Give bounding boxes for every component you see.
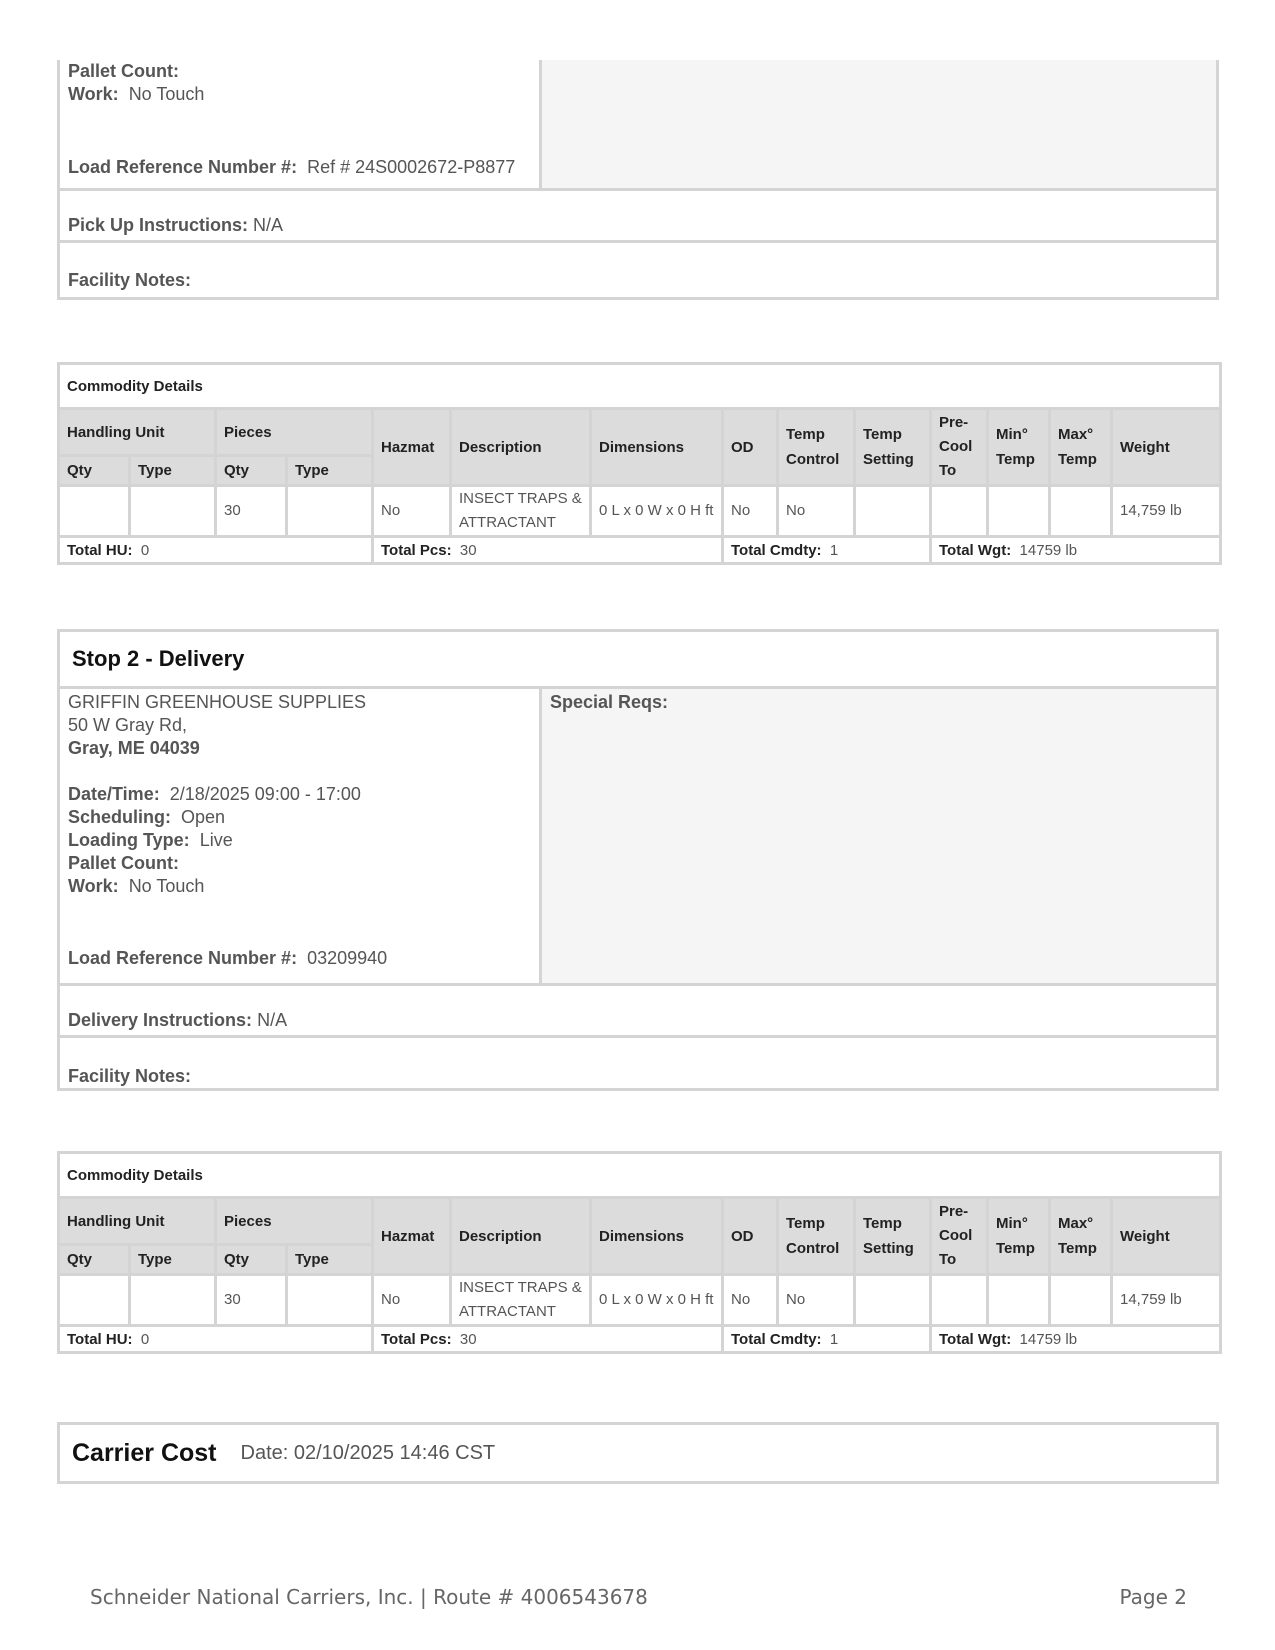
pcs-type-cell — [287, 1275, 373, 1326]
weight-cell: 14,759 lb — [1112, 1275, 1221, 1326]
total-pcs-label: Total Pcs: — [381, 1330, 452, 1348]
handling-unit-header: Handling Unit — [59, 1198, 216, 1245]
totals-row — [59, 1326, 1221, 1353]
stop2-title: Stop 2 - Delivery — [60, 632, 1216, 689]
total-wgt-value: 14759 lb — [1019, 541, 1078, 559]
carrier-cost-title: Carrier Cost — [72, 1438, 217, 1467]
stop1-details — [60, 60, 542, 188]
hazmat-header: Hazmat — [373, 409, 451, 486]
pcs-qty-cell: 30 — [216, 1275, 287, 1326]
stop2-special-reqs — [542, 689, 1216, 983]
page-number: Page 2 — [1119, 1585, 1187, 1609]
temp-setting-cell — [855, 1275, 931, 1326]
pre-cool-header: Pre-Cool To — [931, 409, 988, 486]
work-value: No Touch — [128, 876, 205, 896]
min-temp-cell — [988, 1275, 1050, 1326]
total-wgt-value: 14759 lb — [1019, 1330, 1078, 1348]
weight-header: Weight — [1112, 1198, 1221, 1275]
pallet-count-label: Pallet Count: — [68, 853, 179, 873]
pcs-type-header: Type — [287, 1245, 373, 1275]
total-wgt-label: Total Wgt: — [939, 1330, 1012, 1348]
special-reqs-label: Special Reqs: — [550, 692, 669, 712]
commodity-title: Commodity Details — [59, 1153, 1221, 1198]
totals-row — [59, 537, 1221, 564]
weight-header: Weight — [1112, 409, 1221, 486]
hu-type-cell — [130, 486, 216, 537]
pcs-qty-header: Qty — [216, 456, 287, 486]
temp-control-header: Temp Control — [778, 409, 855, 486]
temp-setting-header: Temp Setting — [855, 409, 931, 486]
total-cmdty-value: 1 — [829, 541, 839, 559]
description-header: Description — [451, 1198, 591, 1275]
total-pcs-value: 30 — [459, 541, 477, 559]
total-hu-label: Total HU: — [67, 1330, 133, 1348]
total-hu-value: 0 — [140, 1330, 150, 1348]
max-temp-header: Max° Temp — [1050, 1198, 1112, 1275]
facility-notes-label: Facility Notes: — [68, 270, 192, 290]
pcs-qty-header: Qty — [216, 1245, 287, 1275]
hu-qty-header: Qty — [59, 456, 130, 486]
stop1-continuation — [57, 60, 1219, 300]
footer-route: Schneider National Carriers, Inc. | Route # 4006543678 — [90, 1585, 648, 1609]
dimensions-cell: 0 L x 0 W x 0 H ft — [591, 1275, 723, 1326]
dimensions-header: Dimensions — [591, 1198, 723, 1275]
work-value: No Touch — [128, 84, 205, 104]
od-cell: No — [723, 1275, 778, 1326]
work-label: Work: — [68, 876, 119, 896]
hu-type-header: Type — [130, 1245, 216, 1275]
pieces-header: Pieces — [216, 409, 373, 456]
stop1-facility-notes — [60, 243, 1216, 295]
pre-cool-cell — [931, 1275, 988, 1326]
weight-cell: 14,759 lb — [1112, 486, 1221, 537]
temp-control-cell: No — [778, 1275, 855, 1326]
stop2-city-state-zip: Gray, ME 04039 — [68, 738, 200, 758]
carrier-cost-section — [57, 1422, 1219, 1484]
temp-setting-cell — [855, 486, 931, 537]
total-hu-value: 0 — [140, 541, 150, 559]
pre-cool-header: Pre-Cool To — [931, 1198, 988, 1275]
total-pcs-label: Total Pcs: — [381, 541, 452, 559]
stop2-section — [57, 629, 1219, 1091]
hazmat-header: Hazmat — [373, 1198, 451, 1275]
table-row — [59, 486, 1221, 537]
total-cmdty-value: 1 — [829, 1330, 839, 1348]
table-row — [59, 1275, 1221, 1326]
max-temp-cell — [1050, 1275, 1112, 1326]
description-cell: INSECT TRAPS & ATTRACTANT — [451, 1275, 591, 1326]
stop2-company: GRIFFIN GREENHOUSE SUPPLIES — [68, 692, 367, 712]
min-temp-header: Min° Temp — [988, 409, 1050, 486]
load-ref-label: Load Reference Number #: — [68, 157, 298, 177]
load-ref-value: Ref # 24S0002672-P8877 — [307, 157, 516, 177]
pre-cool-cell — [931, 486, 988, 537]
max-temp-header: Max° Temp — [1050, 409, 1112, 486]
commodity-details-2 — [57, 1151, 1219, 1354]
total-pcs-value: 30 — [459, 1330, 477, 1348]
commodity-details-1 — [57, 362, 1219, 565]
scheduling-label: Scheduling: — [68, 807, 171, 827]
temp-setting-header: Temp Setting — [855, 1198, 931, 1275]
max-temp-cell — [1050, 486, 1112, 537]
hu-qty-cell — [59, 1275, 130, 1326]
min-temp-cell — [988, 486, 1050, 537]
stop2-facility-notes — [60, 1038, 1216, 1091]
total-cmdty-label: Total Cmdty: — [731, 1330, 822, 1348]
commodity-title: Commodity Details — [59, 364, 1221, 409]
od-cell: No — [723, 486, 778, 537]
temp-control-header: Temp Control — [778, 1198, 855, 1275]
dimensions-cell: 0 L x 0 W x 0 H ft — [591, 486, 723, 537]
hazmat-cell: No — [373, 486, 451, 537]
delivery-instructions — [60, 986, 1216, 1038]
delivery-instructions-value: N/A — [257, 1010, 288, 1030]
total-cmdty-label: Total Cmdty: — [731, 541, 822, 559]
facility-notes-label: Facility Notes: — [68, 1066, 192, 1086]
delivery-instructions-label: Delivery Instructions: — [68, 1010, 253, 1030]
date-value: 2/18/2025 09:00 - 17:00 — [169, 784, 361, 804]
dimensions-header: Dimensions — [591, 409, 723, 486]
od-header: OD — [723, 409, 778, 486]
stop1-special-reqs — [542, 60, 1216, 188]
loading-type-value: Live — [199, 830, 233, 850]
date-label: Date/Time: — [68, 784, 160, 804]
description-header: Description — [451, 409, 591, 486]
handling-unit-header: Handling Unit — [59, 409, 216, 456]
description-cell: INSECT TRAPS & ATTRACTANT — [451, 486, 591, 537]
temp-control-cell: No — [778, 486, 855, 537]
loading-type-label: Loading Type: — [68, 830, 190, 850]
load-ref-value: 03209940 — [307, 948, 388, 968]
hu-qty-header: Qty — [59, 1245, 130, 1275]
hu-type-cell — [130, 1275, 216, 1326]
stop2-details — [60, 689, 542, 983]
work-label: Work: — [68, 84, 119, 104]
pieces-header: Pieces — [216, 1198, 373, 1245]
stop2-address: 50 W Gray Rd, — [68, 715, 188, 735]
pcs-type-cell — [287, 486, 373, 537]
pickup-instructions-value: N/A — [253, 215, 284, 235]
pcs-qty-cell: 30 — [216, 486, 287, 537]
hazmat-cell: No — [373, 1275, 451, 1326]
total-hu-label: Total HU: — [67, 541, 133, 559]
scheduling-value: Open — [181, 807, 226, 827]
pickup-instructions-label: Pick Up Instructions: — [68, 215, 249, 235]
pcs-type-header: Type — [287, 456, 373, 486]
pallet-count-label: Pallet Count: — [68, 61, 179, 81]
carrier-cost-date: Date: 02/10/2025 14:46 CST — [240, 1441, 496, 1464]
hu-qty-cell — [59, 486, 130, 537]
min-temp-header: Min° Temp — [988, 1198, 1050, 1275]
pickup-instructions — [60, 191, 1216, 243]
hu-type-header: Type — [130, 456, 216, 486]
od-header: OD — [723, 1198, 778, 1275]
load-ref-label: Load Reference Number #: — [68, 948, 298, 968]
total-wgt-label: Total Wgt: — [939, 541, 1012, 559]
